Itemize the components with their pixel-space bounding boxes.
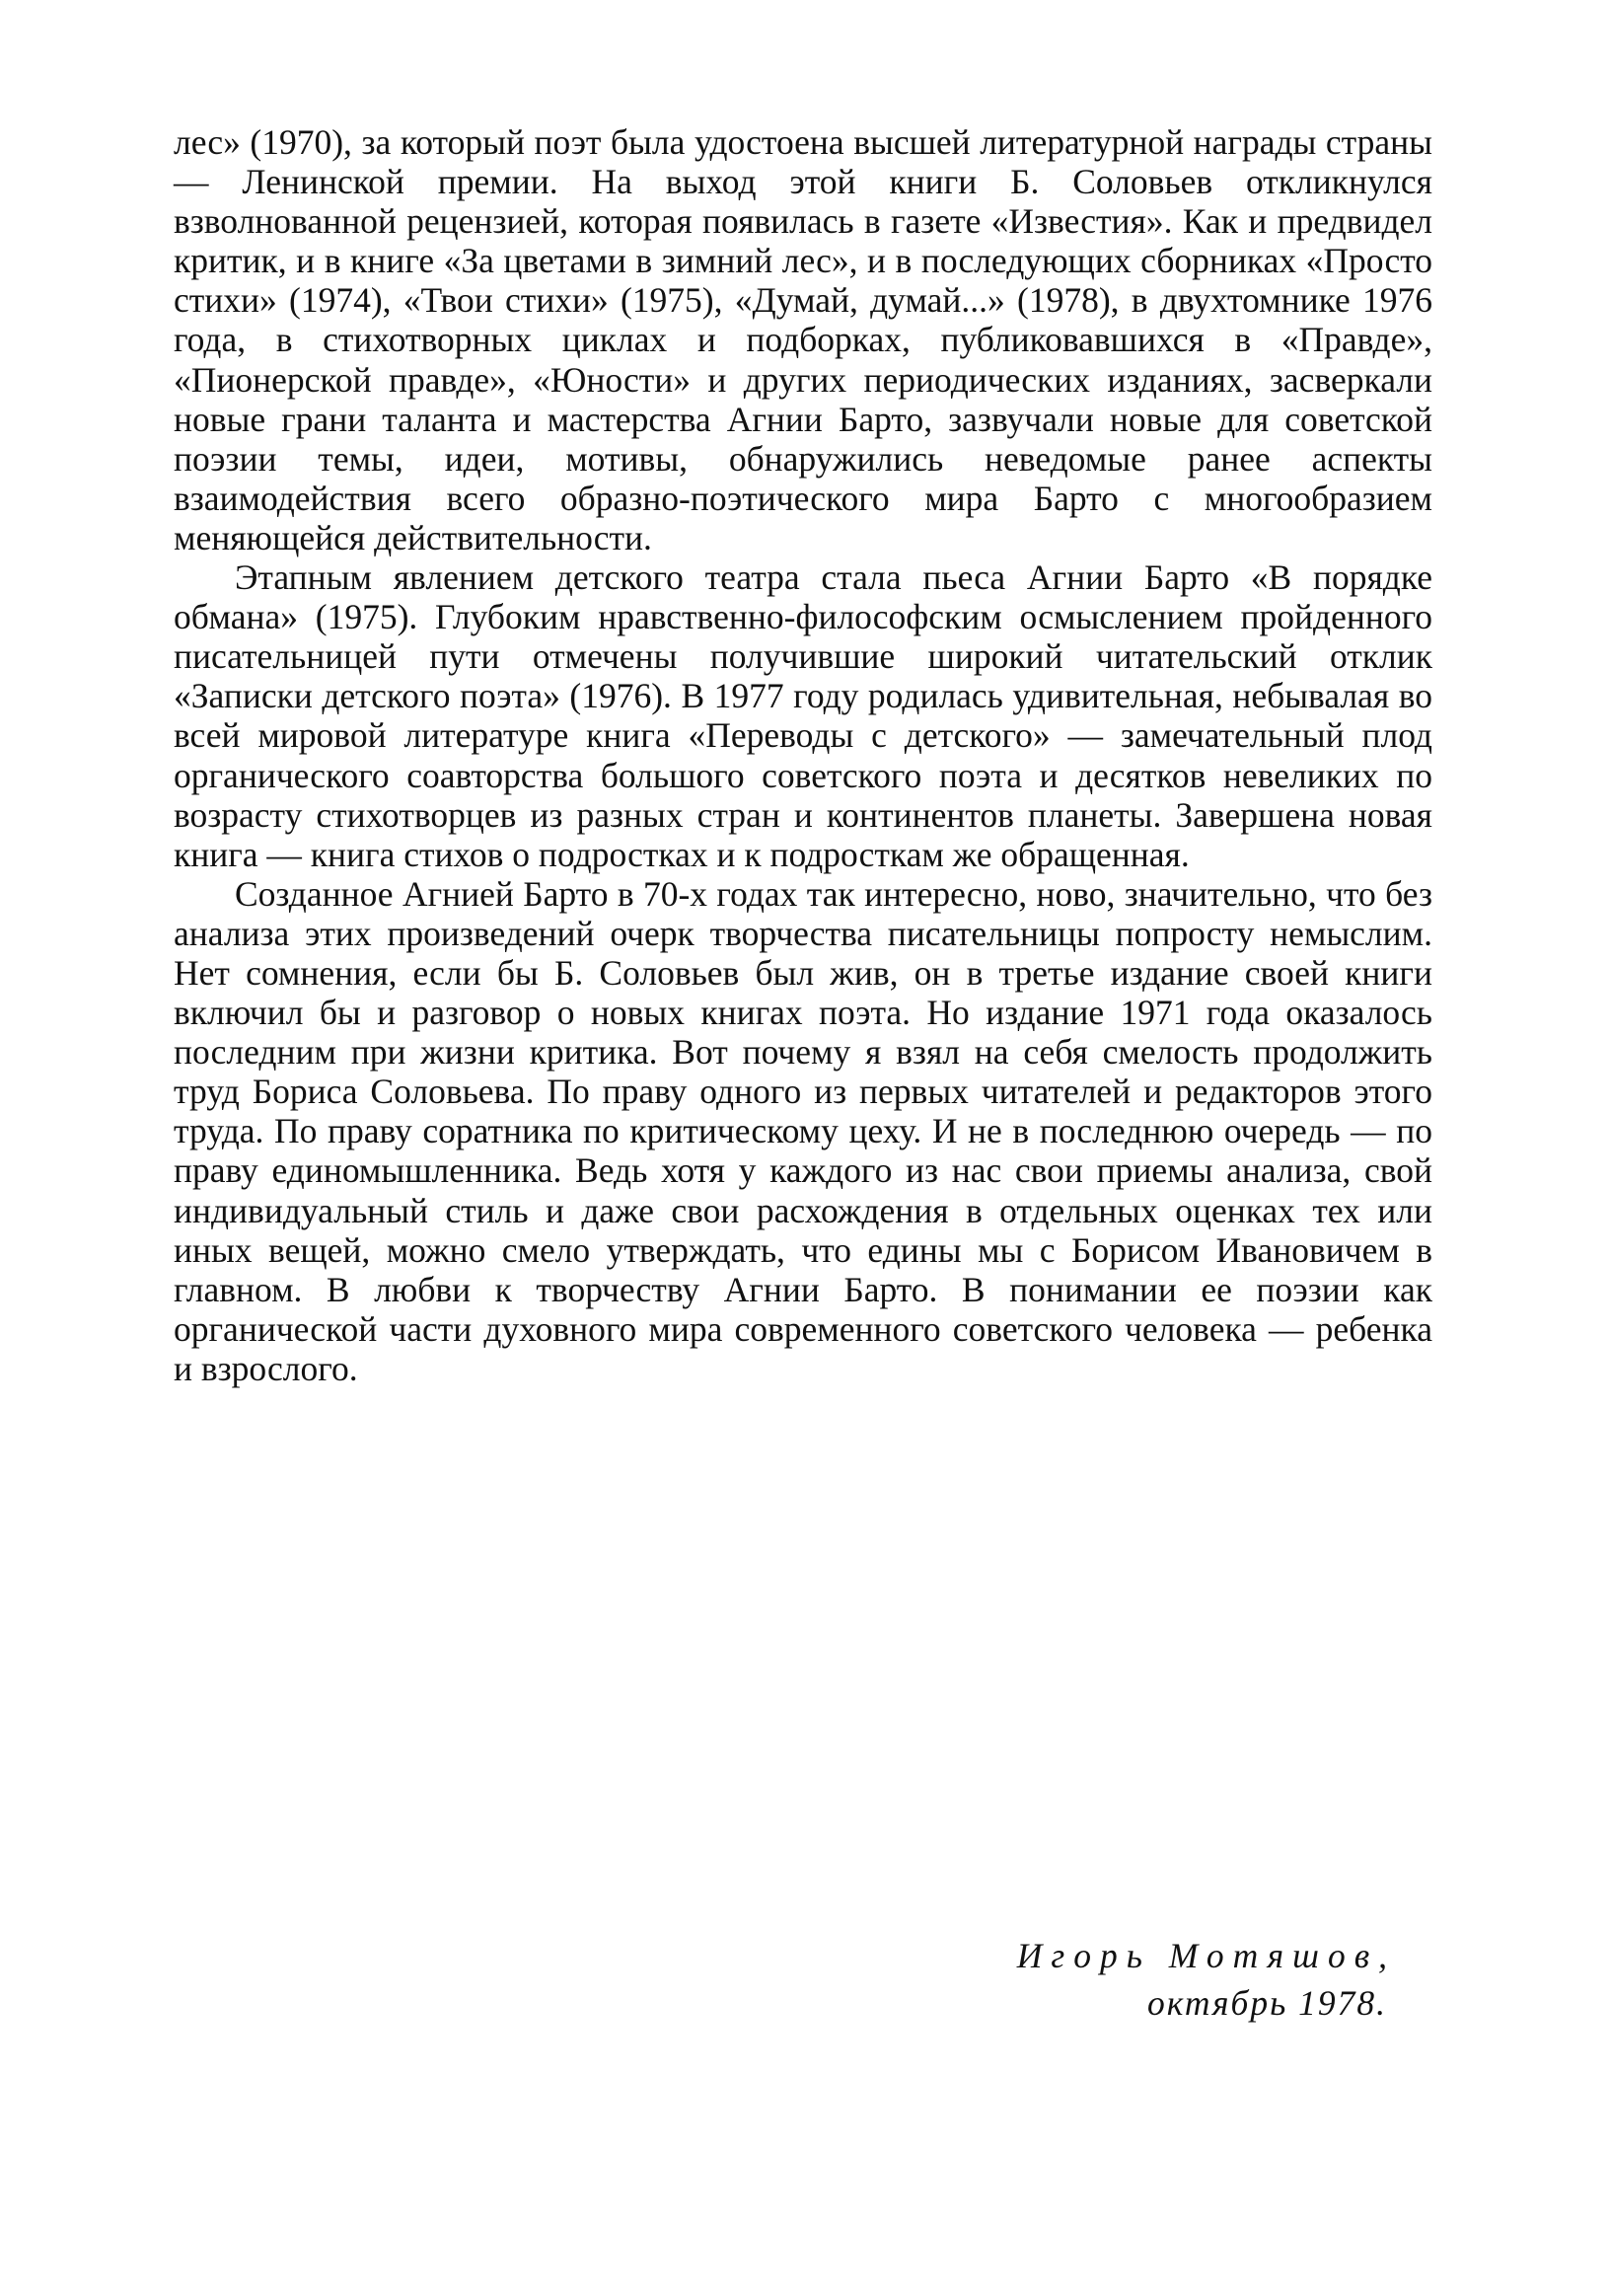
signature-date: октябрь 1978. xyxy=(1147,1983,1387,2023)
paragraph-theatre: Этапным явлением детского театра стала пьеса Агнии Барто «В порядке обмана» (1975). Глубоким нравственно-философским осмыслением пройденного писательницей пути отмечены получившие широкий читательский отклик «Записки детского поэта» (1976). В 1977 году родилась удивительная, небывалая во всей мировой литературе книга «Переводы с детского» — замечательный плод органического соавторства большого советского поэта и десятков невеликих по возрасту стихотворцев из разных стран и континентов планеты. Завершена новая книга — книга стихов о подростках и к подросткам же обращенная. xyxy=(174,557,1432,874)
page-body xyxy=(174,122,1432,1388)
paragraph-seventies: Созданное Агнией Барто в 70-х годах так интересно, ново, значительно, что без анализа этих произведений очерк творчества писательницы попросту немыслим. Нет сомнения, если бы Б. Соловьев был жив, он в третье издание своей книги включил бы и разговор о новых книгах поэта. Но издание 1971 года оказалось последним при жизни критика. Вот почему я взял на себя смелость продолжить труд Бориса Соловьева. По праву одного из первых читателей и редакторов этого труда. По праву соратника по критическому цеху. И не в последнюю очередь — по праву единомышленника. Ведь хотя у каждого из нас свои приемы анализа, свой индивидуальный стиль и даже свои расхождения в отдельных оценках тех или иных вещей, можно смело утверждать, что едины мы с Борисом Ивановичем в главном. В любви к творчеству Агнии Барто. В понимании ее поэзии как органической части духовного мира современного советского человека — ребенка и взрослого. xyxy=(174,873,1432,1388)
author-signature: Игорь Мотяшов, xyxy=(1016,1936,1396,1975)
paragraph-continuation: лес» (1970), за который поэт была удостоена высшей литературной награды страны — Ленинской премии. На выход этой книги Б. Соловьев откликнулся взволнованной рецензией, которая появилась в газете «Известия». Как и предвидел критик, и в книге «За цветами в зимний лес», и в последующих сборниках «Просто стихи» (1974), «Твои стихи» (1975), «Думай, думай...» (1978), в двухтомнике 1976 года, в стихотворных циклах и подборках, публиковавшихся в «Правде», «Пионерской правде», «Юности» и других периодических изданиях, засверкали новые грани таланта и мастерства Агнии Барто, зазвучали новые для советской поэзии темы, идеи, мотивы, обнаружились неведомые ранее аспекты взаимодействия всего образно-поэтического мира Барто с многообразием меняющейся действительности. xyxy=(174,122,1432,557)
signature-block xyxy=(174,1932,1396,2027)
